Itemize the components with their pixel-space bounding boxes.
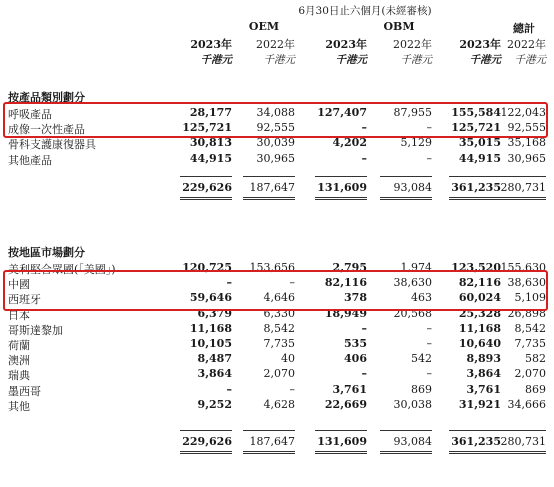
total-cell: 187,647 xyxy=(249,180,295,194)
table-cell: 82,116 xyxy=(458,276,501,290)
table-cell: 7,735 xyxy=(514,337,546,350)
table-cell: 4,202 xyxy=(332,136,367,150)
total-cell: 187,647 xyxy=(249,435,295,448)
year-header-5: 2023年 xyxy=(459,38,501,51)
table-cell: 542 xyxy=(411,352,432,366)
table-cell: 5,129 xyxy=(400,136,432,150)
unit-header-4: 千港元 xyxy=(400,54,432,66)
table-cell: 22,669 xyxy=(324,397,367,411)
table-cell: – xyxy=(361,367,367,381)
table-cell: 2,070 xyxy=(514,367,546,381)
table-cell: – xyxy=(226,382,232,396)
column-rule xyxy=(243,453,295,454)
table-cell: 3,761 xyxy=(332,382,367,396)
table-cell: 123,520 xyxy=(451,261,501,274)
column-rule xyxy=(494,430,546,431)
column-rule xyxy=(380,197,432,198)
table-cell: 38,630 xyxy=(393,276,432,290)
total-cell: 131,609 xyxy=(317,180,367,194)
row-label: 墨西哥 xyxy=(8,384,41,398)
column-rule xyxy=(494,176,546,177)
period-header: 6月30日止六個月(未經審核) xyxy=(298,5,432,17)
table-cell: 40 xyxy=(281,352,295,366)
row-label: 瑞典 xyxy=(8,369,30,383)
column-rule xyxy=(494,199,546,200)
table-cell: 9,252 xyxy=(197,397,232,411)
table-cell: 1,974 xyxy=(400,261,432,274)
table-cell: 30,039 xyxy=(256,136,295,150)
row-label: 哥斯達黎加 xyxy=(8,323,63,337)
table-cell: 378 xyxy=(344,291,367,305)
column-rule xyxy=(315,176,367,177)
table-cell: – xyxy=(361,321,367,335)
column-rule xyxy=(494,453,546,454)
row-label: 澳洲 xyxy=(8,354,30,368)
table-cell: 35,015 xyxy=(458,136,501,150)
column-rule xyxy=(180,453,232,454)
table-cell: 406 xyxy=(344,352,367,366)
table-cell: 35,168 xyxy=(507,136,546,150)
table-cell: 155,630 xyxy=(500,261,546,274)
table-cell: 4,646 xyxy=(263,291,295,305)
year-header-3: 2023年 xyxy=(325,38,367,51)
row-label: 其他 xyxy=(8,399,30,413)
column-rule xyxy=(243,430,295,431)
unit-header-5: 千港元 xyxy=(469,54,501,66)
total-cell: 361,235 xyxy=(451,435,501,448)
table-cell: 34,666 xyxy=(507,397,546,411)
column-rule xyxy=(380,453,432,454)
row-label: 中國 xyxy=(8,278,30,292)
year-header-6: 2022年 xyxy=(507,38,546,51)
column-rule xyxy=(380,176,432,177)
table-cell: 31,921 xyxy=(458,397,501,411)
column-rule xyxy=(315,451,367,452)
table-cell: 8,893 xyxy=(466,352,501,366)
column-rule xyxy=(180,430,232,431)
column-rule xyxy=(180,176,232,177)
section-heading-product: 按產品類別劃分 xyxy=(8,91,85,104)
table-cell: 30,965 xyxy=(256,151,295,165)
table-cell: – xyxy=(226,276,232,290)
table-cell: 3,761 xyxy=(466,382,501,396)
row-label: 其他產品 xyxy=(8,153,52,167)
row-label: 骨科支護康復器具 xyxy=(8,138,96,152)
table-cell: 125,721 xyxy=(451,121,501,135)
table-cell: 10,105 xyxy=(189,337,232,350)
table-cell: 3,864 xyxy=(466,367,501,381)
table-cell: 8,542 xyxy=(263,321,295,335)
highlight-box-region xyxy=(3,270,548,310)
table-cell: 2,070 xyxy=(263,367,295,381)
table-cell: 4,628 xyxy=(263,397,295,411)
column-rule xyxy=(243,176,295,177)
year-header-2: 2022年 xyxy=(256,38,295,51)
table-cell: – xyxy=(426,151,432,165)
table-cell: 2,795 xyxy=(332,261,367,274)
table-cell: 38,630 xyxy=(507,276,546,290)
table-cell: 3,864 xyxy=(197,367,232,381)
column-group-1: OEM xyxy=(248,20,280,33)
column-rule xyxy=(315,197,367,198)
table-cell: – xyxy=(426,337,432,350)
unit-header-3: 千港元 xyxy=(335,54,367,66)
column-rule xyxy=(180,451,232,452)
unit-header-6: 千港元 xyxy=(514,54,546,66)
column-rule xyxy=(180,199,232,200)
table-cell: – xyxy=(426,321,432,335)
table-cell: 30,813 xyxy=(189,136,232,150)
table-cell: 153,656 xyxy=(249,261,295,274)
column-rule xyxy=(243,199,295,200)
table-cell: 7,735 xyxy=(263,337,295,350)
total-cell: 93,084 xyxy=(393,435,432,448)
table-cell: 5,109 xyxy=(514,291,546,305)
table-cell: 44,915 xyxy=(189,151,232,165)
table-cell: – xyxy=(426,367,432,381)
unit-header-2: 千港元 xyxy=(263,54,295,66)
column-rule xyxy=(243,451,295,452)
table-cell: 28,177 xyxy=(189,106,232,119)
table-cell: – xyxy=(361,151,367,165)
column-group-2: OBM xyxy=(383,20,415,33)
total-cell: 280,731 xyxy=(500,435,546,448)
table-cell: 25,328 xyxy=(458,306,501,320)
year-header-1: 2023年 xyxy=(190,38,232,51)
table-cell: 82,116 xyxy=(324,276,367,290)
table-cell: 125,721 xyxy=(182,121,232,135)
table-cell: 30,038 xyxy=(393,397,432,411)
column-rule xyxy=(494,197,546,198)
column-rule xyxy=(380,430,432,431)
table-cell: 869 xyxy=(525,382,546,396)
column-group-3: 總計 xyxy=(513,22,535,35)
table-cell: 11,168 xyxy=(458,321,501,335)
row-label: 美利堅合眾國(「美國」) xyxy=(8,263,116,276)
column-rule xyxy=(315,430,367,431)
total-cell: 93,084 xyxy=(393,180,432,194)
column-rule xyxy=(180,197,232,198)
table-cell: 11,168 xyxy=(189,321,232,335)
table-cell: 8,487 xyxy=(197,352,232,366)
total-cell: 361,235 xyxy=(451,180,501,194)
table-cell: 20,568 xyxy=(393,306,432,320)
table-cell: 60,024 xyxy=(458,291,501,305)
table-cell: 92,555 xyxy=(256,121,295,135)
highlight-box-product xyxy=(3,102,548,138)
table-cell: – xyxy=(289,276,295,290)
row-label: 呼吸產品 xyxy=(8,108,52,121)
total-cell: 229,626 xyxy=(182,180,232,194)
table-cell: 30,965 xyxy=(507,151,546,165)
table-cell: 10,640 xyxy=(458,337,501,350)
table-cell: 6,379 xyxy=(197,306,232,320)
row-label: 成像一次性產品 xyxy=(8,123,85,137)
table-cell: 92,555 xyxy=(507,121,546,135)
column-rule xyxy=(243,197,295,198)
total-cell: 131,609 xyxy=(317,435,367,448)
table-cell: – xyxy=(289,382,295,396)
table-cell: 8,542 xyxy=(514,321,546,335)
table-cell: 34,088 xyxy=(256,106,295,119)
column-rule xyxy=(380,199,432,200)
table-cell: 582 xyxy=(525,352,546,366)
table-cell: 869 xyxy=(411,382,432,396)
year-header-4: 2022年 xyxy=(393,38,432,51)
column-rule xyxy=(494,451,546,452)
table-cell: 59,646 xyxy=(189,291,232,305)
table-cell: 535 xyxy=(344,337,367,350)
row-label: 日本 xyxy=(8,308,30,322)
table-cell: 26,898 xyxy=(507,306,546,320)
table-cell: 120,725 xyxy=(182,261,232,274)
table-cell: – xyxy=(426,121,432,135)
table-cell: 155,584 xyxy=(451,106,501,119)
table-cell: – xyxy=(361,121,367,135)
total-cell: 229,626 xyxy=(182,435,232,448)
section-heading-region: 按地區市場劃分 xyxy=(8,246,85,259)
column-rule xyxy=(315,453,367,454)
table-cell: 87,955 xyxy=(393,106,432,119)
table-cell: 44,915 xyxy=(458,151,501,165)
column-rule xyxy=(380,451,432,452)
column-rule xyxy=(315,199,367,200)
total-cell: 280,731 xyxy=(500,180,546,194)
unit-header-1: 千港元 xyxy=(200,54,232,66)
row-label: 荷蘭 xyxy=(8,339,30,352)
table-cell: 127,407 xyxy=(317,106,367,119)
table-cell: 18,949 xyxy=(324,306,367,320)
table-cell: 463 xyxy=(411,291,432,305)
row-label: 西班牙 xyxy=(8,293,41,307)
table-cell: 122,043 xyxy=(500,106,546,119)
table-cell: 6,330 xyxy=(263,306,295,320)
